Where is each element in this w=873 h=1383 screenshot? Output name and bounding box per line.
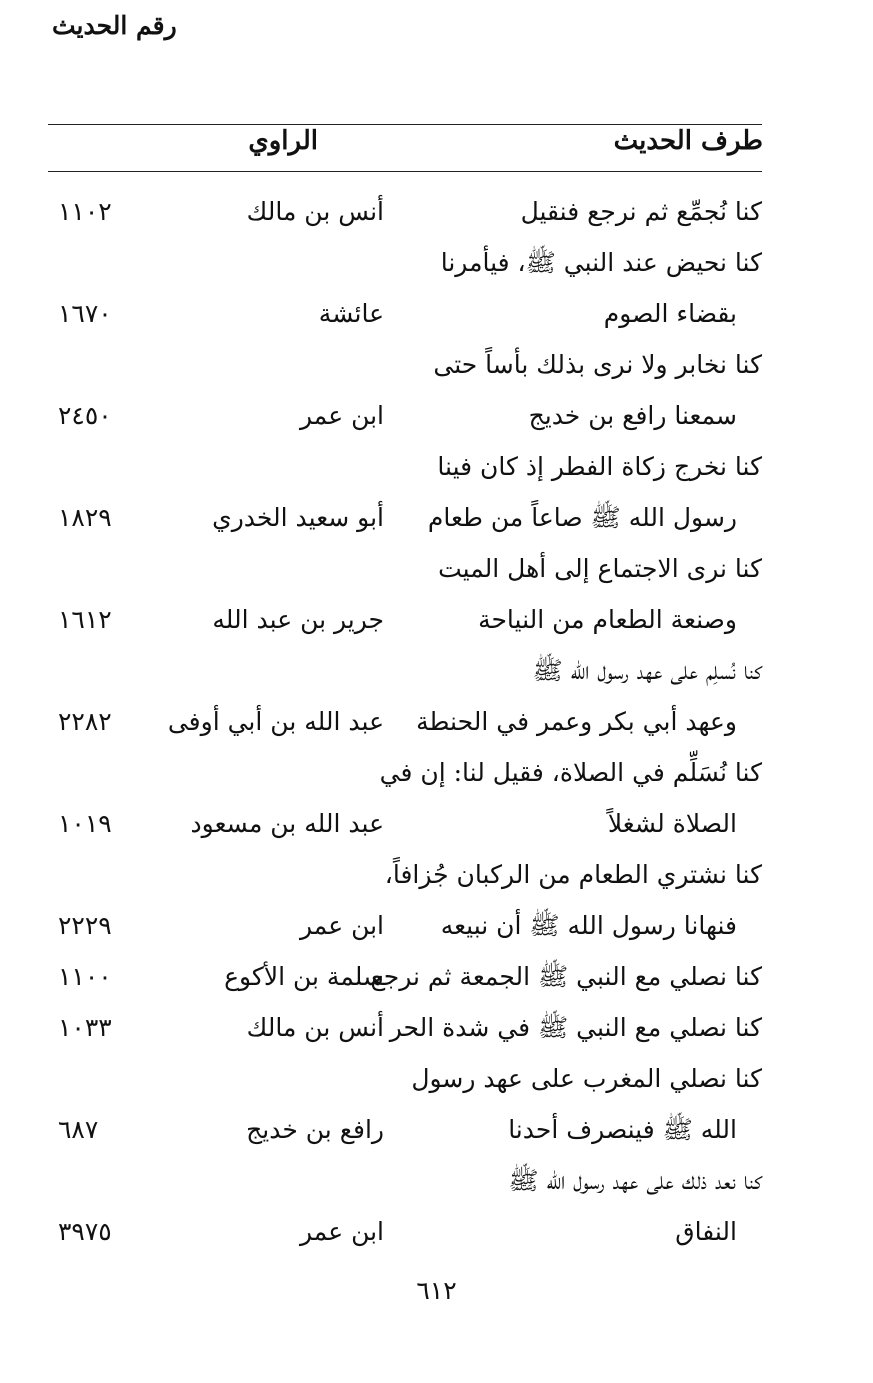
hadith-text-continued: الله ﷺ فينصرف أحدنا	[508, 1115, 737, 1144]
hadith-number: ١٠١٩	[58, 809, 112, 838]
hadith-number: ١٦٧٠	[58, 299, 112, 328]
entry-line	[48, 186, 762, 237]
hadith-number: ١٦١٢	[58, 605, 112, 634]
hadith-text-continued: سمعنا رافع بن خديج	[528, 401, 737, 430]
hadith-text: كنا نُسلِم على عهد رسول الله ﷺ	[532, 656, 762, 685]
hadith-text: كنا نُجمِّع ثم نرجع فنقيل	[520, 197, 762, 226]
entry-line	[48, 237, 762, 288]
hadith-number: ٢٤٥٠	[58, 401, 112, 430]
hadith-text-continued: وصنعة الطعام من النياحة	[478, 605, 737, 634]
entry-line	[48, 1053, 762, 1104]
hadith-number: ١٨٢٩	[58, 503, 112, 532]
hadith-text: كنا نصلي مع النبي ﷺ في شدة الحر	[389, 1013, 762, 1042]
narrator: ابن عمر	[299, 1217, 384, 1246]
top-rule	[48, 124, 762, 125]
header-narrator: الراوي	[248, 126, 318, 156]
entry-line	[48, 543, 762, 594]
narrator: عبد الله بن مسعود	[190, 809, 384, 838]
hadith-text-continued: وعهد أبي بكر وعمر في الحنطة	[416, 707, 737, 736]
narrator: سلمة بن الأكوع	[224, 962, 384, 991]
hadith-text: كنا نصلي مع النبي ﷺ الجمعة ثم نرجع	[370, 962, 762, 991]
hadith-text: كنا نشتري الطعام من الركبان جُزافاً،	[384, 860, 762, 889]
hadith-text-continued: فنهانا رسول الله ﷺ أن نبيعه	[440, 911, 737, 940]
hadith-number: ١١٠٠	[58, 962, 112, 991]
hadith-number: ٢٢٢٩	[58, 911, 112, 940]
narrator: جرير بن عبد الله	[212, 605, 384, 634]
hadith-text-continued: النفاق	[675, 1217, 737, 1246]
hadith-text: كنا نرى الاجتماع إلى أهل الميت	[438, 554, 762, 583]
hadith-number: ٦٨٧	[58, 1115, 99, 1144]
entry-line	[48, 1206, 762, 1257]
narrator: أنس بن مالك	[246, 1013, 384, 1042]
entry-line	[48, 900, 762, 951]
narrator: ابن عمر	[299, 401, 384, 430]
narrator: ابن عمر	[299, 911, 384, 940]
entry-line	[48, 1002, 762, 1053]
entry-line	[48, 747, 762, 798]
entry-line	[48, 645, 762, 696]
entry-line	[48, 696, 762, 747]
narrator: رافع بن خديج	[246, 1115, 384, 1144]
entry-line	[48, 441, 762, 492]
hadith-text: كنا نصلي المغرب على عهد رسول	[411, 1064, 762, 1093]
hadith-text: كنا نخابر ولا نرى بذلك بأساً حتى	[433, 350, 762, 379]
entry-line	[48, 390, 762, 441]
entry-line	[48, 951, 762, 1002]
hadith-number: ٣٩٧٥	[58, 1217, 112, 1246]
hadith-text-continued: رسول الله ﷺ صاعاً من طعام	[427, 503, 737, 532]
header-rule	[48, 171, 762, 172]
hadith-text: كنا نُسَلِّم في الصلاة، فقيل لنا: إن في	[379, 758, 762, 787]
hadith-text: كنا نحيض عند النبي ﷺ، فيأمرنا	[440, 248, 762, 277]
page-number: ٦١٢	[416, 1276, 457, 1305]
hadith-number: ١١٠٢	[58, 197, 112, 226]
entry-line	[48, 594, 762, 645]
narrator: عائشة	[318, 299, 384, 328]
hadith-text: كنا نعد ذلك على عهد رسول الله ﷺ	[508, 1166, 762, 1195]
hadith-number: ١٠٣٣	[58, 1013, 112, 1042]
entry-line	[48, 1104, 762, 1155]
hadith-text-continued: بقضاء الصوم	[603, 299, 737, 328]
entry-line	[48, 339, 762, 390]
narrator: أنس بن مالك	[246, 197, 384, 226]
entry-line	[48, 849, 762, 900]
hadith-text: كنا نخرج زكاة الفطر إذ كان فينا	[437, 452, 762, 481]
header-hadith-number: رقم الحديث	[52, 11, 177, 40]
narrator: أبو سعيد الخدري	[212, 503, 384, 532]
entry-line	[48, 1155, 762, 1206]
entry-line	[48, 492, 762, 543]
narrator: عبد الله بن أبي أوفى	[167, 707, 384, 736]
hadith-number: ٢٢٨٢	[58, 707, 112, 736]
entry-line	[48, 288, 762, 339]
hadith-text-continued: الصلاة لشغلاً	[607, 809, 737, 838]
header-hadith-title: طرف الحديث	[613, 126, 763, 156]
entry-line	[48, 798, 762, 849]
